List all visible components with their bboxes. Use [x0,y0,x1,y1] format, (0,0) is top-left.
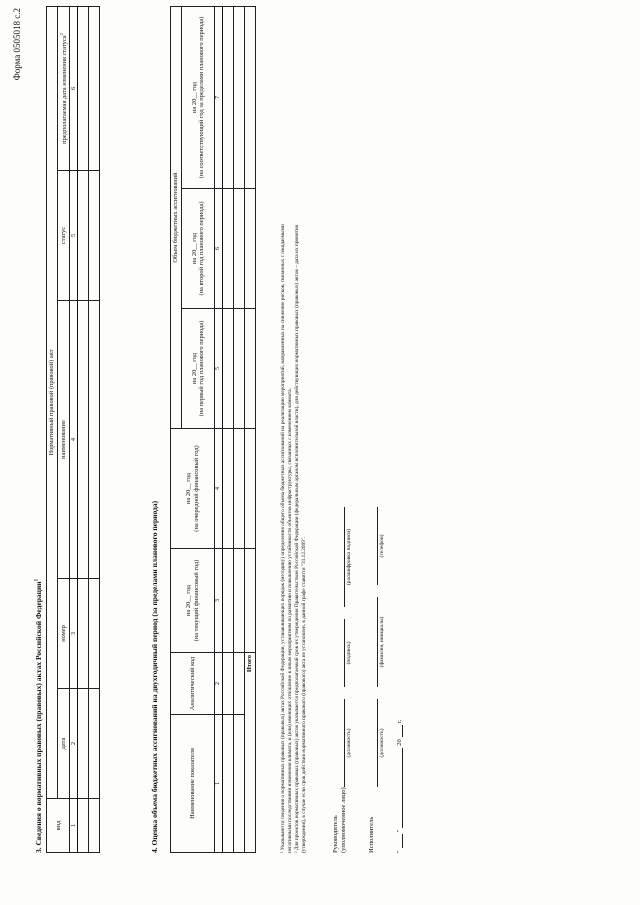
s4-cell[interactable] [234,549,245,653]
head-label-line2: (уполномоченное лицо) [339,787,347,853]
s3-cell[interactable] [78,799,89,853]
caption-phone: (телефон) [379,534,385,558]
s4-cell[interactable] [234,429,245,549]
section4-title: 4. Оценка объема бюджетных ассигнований на двухгодичный период (за пределами планового периода) [150,500,159,853]
date-suffix: г. [396,719,403,724]
s3-col-status-change [58,6,70,170]
s4-total-row [245,7,256,853]
s4-data-row [234,7,245,853]
s4-col-first-year: на 20__ год [190,353,198,384]
s4-num-4: 4 [215,429,223,549]
s4-col-first [182,309,215,429]
s3-num-4: 4 [70,301,78,579]
s3-col-kind: вид [47,799,70,853]
s4-num-6: 6 [215,189,223,309]
s4-cell[interactable] [223,429,234,549]
section3-title-text: 3. Сведения о нормативных правовых (правовых) актах Российской Федерации [34,581,43,853]
s4-cell[interactable] [223,715,234,853]
s4-total-cell[interactable] [245,189,256,309]
s4-col-corr-desc: (на соответствующий год за пределами планового периода) [198,16,205,179]
footnotes [280,205,308,853]
s4-total-cell[interactable] [245,309,256,429]
s4-cell[interactable] [234,715,245,853]
s3-cell[interactable] [78,171,89,301]
caption-signature: (подпись) [346,641,352,665]
head-signature-line[interactable] [337,619,345,687]
s4-num-1: 1 [215,715,223,853]
s4-col-next-year: на 20__ год [185,473,193,504]
s3-num-5: 5 [70,171,78,301]
date-year-field[interactable] [395,725,403,737]
s4-cell[interactable] [234,7,245,189]
s3-num-1: 1 [70,799,78,853]
date-line [395,720,403,853]
s4-cell[interactable] [223,549,234,653]
caption-decryption: (расшифровка подписи) [346,528,352,586]
s4-cell[interactable] [234,309,245,429]
head-label-line1: Руководитель [332,815,339,853]
executor-phone-line[interactable] [370,507,378,585]
s3-cell[interactable] [89,579,100,689]
s4-col-current-desc: (на текущий финансовый год) [192,559,200,642]
s3-cell[interactable] [78,6,89,170]
caption-position2: (должность) [379,728,385,758]
s4-num-3: 3 [215,549,223,653]
s3-cell[interactable] [89,301,100,579]
s3-group-header: Нормативный правовой (правовой) акт [47,6,58,798]
date-quote-close: " [396,829,403,833]
s3-col-date: дата [58,689,70,799]
form-code: Форма 0505018 с.2 [12,8,22,81]
executor-label: Исполнитель [368,816,375,853]
s3-data-row [89,6,100,852]
s3-col-number: номер [58,579,70,689]
s3-cell[interactable] [89,171,100,301]
s4-col-current [171,549,215,653]
s4-col-second [182,189,215,309]
executor-position-line[interactable] [370,699,378,787]
date-month-field[interactable] [395,748,403,828]
head-position-line[interactable] [337,699,345,787]
caption-name: (фамилия, инициалы) [379,616,385,668]
date-day-field[interactable] [395,834,403,848]
s4-col-corr [182,7,215,189]
s4-cell[interactable] [234,653,245,715]
section3-title-sup: 1 [34,578,40,582]
s3-cell[interactable] [89,689,100,799]
section3-title [34,579,43,853]
s3-num-3: 3 [70,579,78,689]
head-decryption-line[interactable] [337,507,345,607]
executor-name-line[interactable] [370,597,378,687]
s4-col-first-desc: (на первый год планового периода) [198,320,205,417]
s3-cell[interactable] [78,301,89,579]
s4-total-cell[interactable] [245,429,256,549]
date-quote-open: " [396,850,403,853]
s4-data-row [223,7,234,853]
section3-table [46,6,100,853]
s4-cell[interactable] [223,7,234,189]
s3-cell[interactable] [89,799,100,853]
s4-num-2: 2 [215,653,223,715]
s4-group-header: Объем бюджетных ассигнований [171,7,182,429]
s4-cell[interactable] [234,189,245,309]
footnote-1: ¹ Указываются сведения о нормативных правовых (правовых) актах Российской Федерации, устанавливающих порядок (методику) определения общего объема бюджетных ассигнований на реализацию мероприятий, направленных на снижение рисков, связанных с ожидаемыми негативными последствиями изменения климата, и (или) имеющих отношение к иным мероприятиям по развитию и повышению устойчивости объектов инфраструктуры, связанных с изменением климата. [280,224,293,853]
footnote-2: ² Для проектов нормативных правовых (правовых) актов указывается предполагаемый срок их утверждения Правительством Российской Федерации (федеральным органом исполнительной власти), для действующих нормативных правовых (правовых) актов – дата их принятия (утверждения), в случае если срок действия нормативного правового (правового) акта не установлен, в данной графе ставится "31.12.2099". [293,224,307,853]
s3-num-2: 2 [70,689,78,799]
s3-data-row [78,6,89,852]
s4-col-next [171,429,215,549]
caption-position: (должность) [346,728,352,758]
head-label [332,787,348,853]
date-year-prefix: 20 [396,739,403,746]
s3-num-6: 6 [70,6,78,170]
s3-col-status-change-sup: 2 [59,33,64,36]
s4-col-analytic: Аналитический код [171,653,215,715]
s3-col-status: статус [58,171,70,301]
s4-cell[interactable] [223,309,234,429]
s4-col-corr-year: на 20__ год [190,82,198,113]
s4-total-cell[interactable] [245,549,256,653]
s4-num-5: 5 [215,309,223,429]
s4-col-next-desc: (на очередной финансовый год) [192,445,200,532]
s4-total-cell[interactable] [245,7,256,189]
s4-cell[interactable] [223,189,234,309]
s3-col-status-change-text: предполагаемая дата изменения статуса [61,35,69,144]
s4-col-current-year: на 20__ год [185,585,193,616]
s3-cell[interactable] [78,579,89,689]
section4-table [170,6,256,853]
s3-col-name: наименование [58,301,70,579]
s4-col-second-desc: (на второй год планового периода) [198,201,205,296]
s4-cell[interactable] [223,653,234,715]
s4-col-name: Наименование показателя [171,715,215,853]
s3-cell[interactable] [78,689,89,799]
s3-cell[interactable] [89,6,100,170]
s4-num-7: 7 [215,7,223,189]
s4-col-second-year: на 20__ год [190,233,198,264]
s4-total-label: Итого [245,653,256,853]
